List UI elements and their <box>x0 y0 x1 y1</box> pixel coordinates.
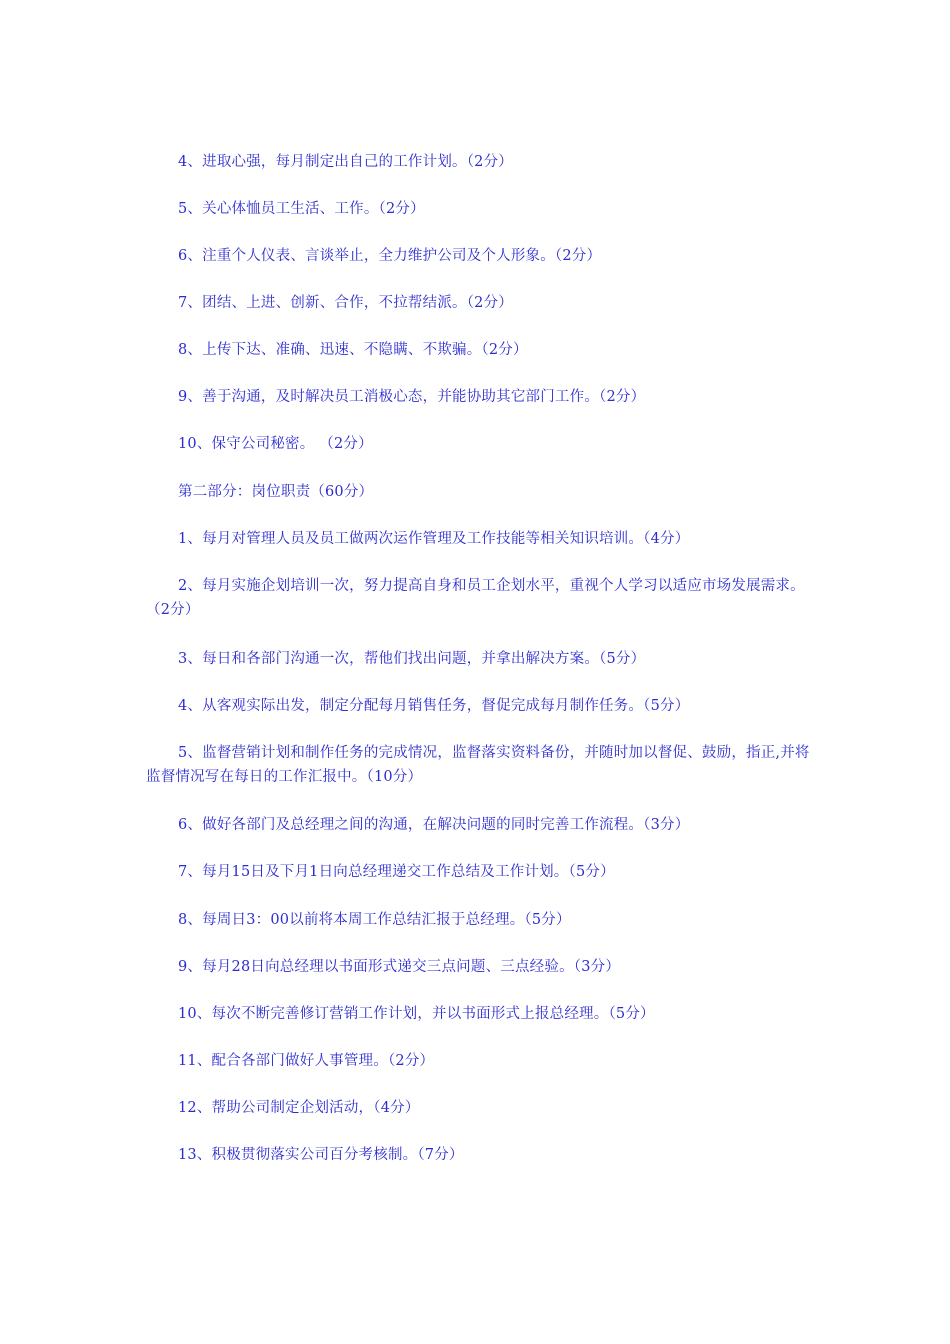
paragraph-item-9: 9、善于沟通，及时解决员工消极心态，并能协助其它部门工作。（2分） <box>178 389 646 405</box>
duty-item-4: 4、从客观实际出发，制定分配每月销售任务，督促完成每月制作任务。（5分） <box>178 698 690 714</box>
duty-item-10: 10、每次不断完善修订营销工作计划，并以书面形式上报总经理。（5分） <box>178 1006 655 1022</box>
duty-item-6: 6、做好各部门及总经理之间的沟通，在解决问题的同时完善工作流程。（3分） <box>178 817 690 833</box>
duty-item-11: 11、配合各部门做好人事管理。（2分） <box>178 1053 435 1069</box>
paragraph-item-10: 10、保守公司秘密。 （2分） <box>178 436 373 452</box>
duty-item-1: 1、每月对管理人员及员工做两次运作管理及工作技能等相关知识培训。（4分） <box>178 531 690 547</box>
duty-item-2: 2、每月实施企划培训一次，努力提高自身和员工企划水平，重视个人学习以适应市场发展需求。（2分） <box>146 578 805 618</box>
duty-item-3: 3、每日和各部门沟通一次，帮他们找出问题，并拿出解决方案。（5分） <box>178 651 646 667</box>
paragraph-item-4: 4、进取心强，每月制定出自己的工作计划。（2分） <box>178 154 513 170</box>
duty-item-8: 8、每周日3：00以前将本周工作总结汇报于总经理。（5分） <box>178 912 571 928</box>
paragraph-item-6: 6、注重个人仪表、言谈举止，全力维护公司及个人形象。（2分） <box>178 248 602 264</box>
section-heading: 第二部分：岗位职责（60分） <box>178 484 374 500</box>
paragraph-item-8: 8、上传下达、准确、迅速、不隐瞒、不欺骗。（2分） <box>178 342 528 358</box>
duty-item-7: 7、每月15日及下月1日向总经理递交工作总结及工作计划。（5分） <box>178 864 615 880</box>
paragraph-item-7: 7、团结、上进、创新、合作，不拉帮结派。（2分） <box>178 295 513 311</box>
duty-item-5: 5、监督营销计划和制作任务的完成情况，监督落实资料备份，并随时加以督促、鼓励，指正,并将监督情况写在每日的工作汇报中。（10分） <box>146 745 810 785</box>
duty-item-9: 9、每月28日向总经理以书面形式递交三点问题、三点经验。（3分） <box>178 959 621 975</box>
duty-item-12: 12、帮助公司制定企划活动，（4分） <box>178 1100 420 1116</box>
duty-item-13: 13、积极贯彻落实公司百分考核制。（7分） <box>178 1147 464 1163</box>
paragraph-item-5: 5、关心体恤员工生活、工作。（2分） <box>178 201 425 217</box>
